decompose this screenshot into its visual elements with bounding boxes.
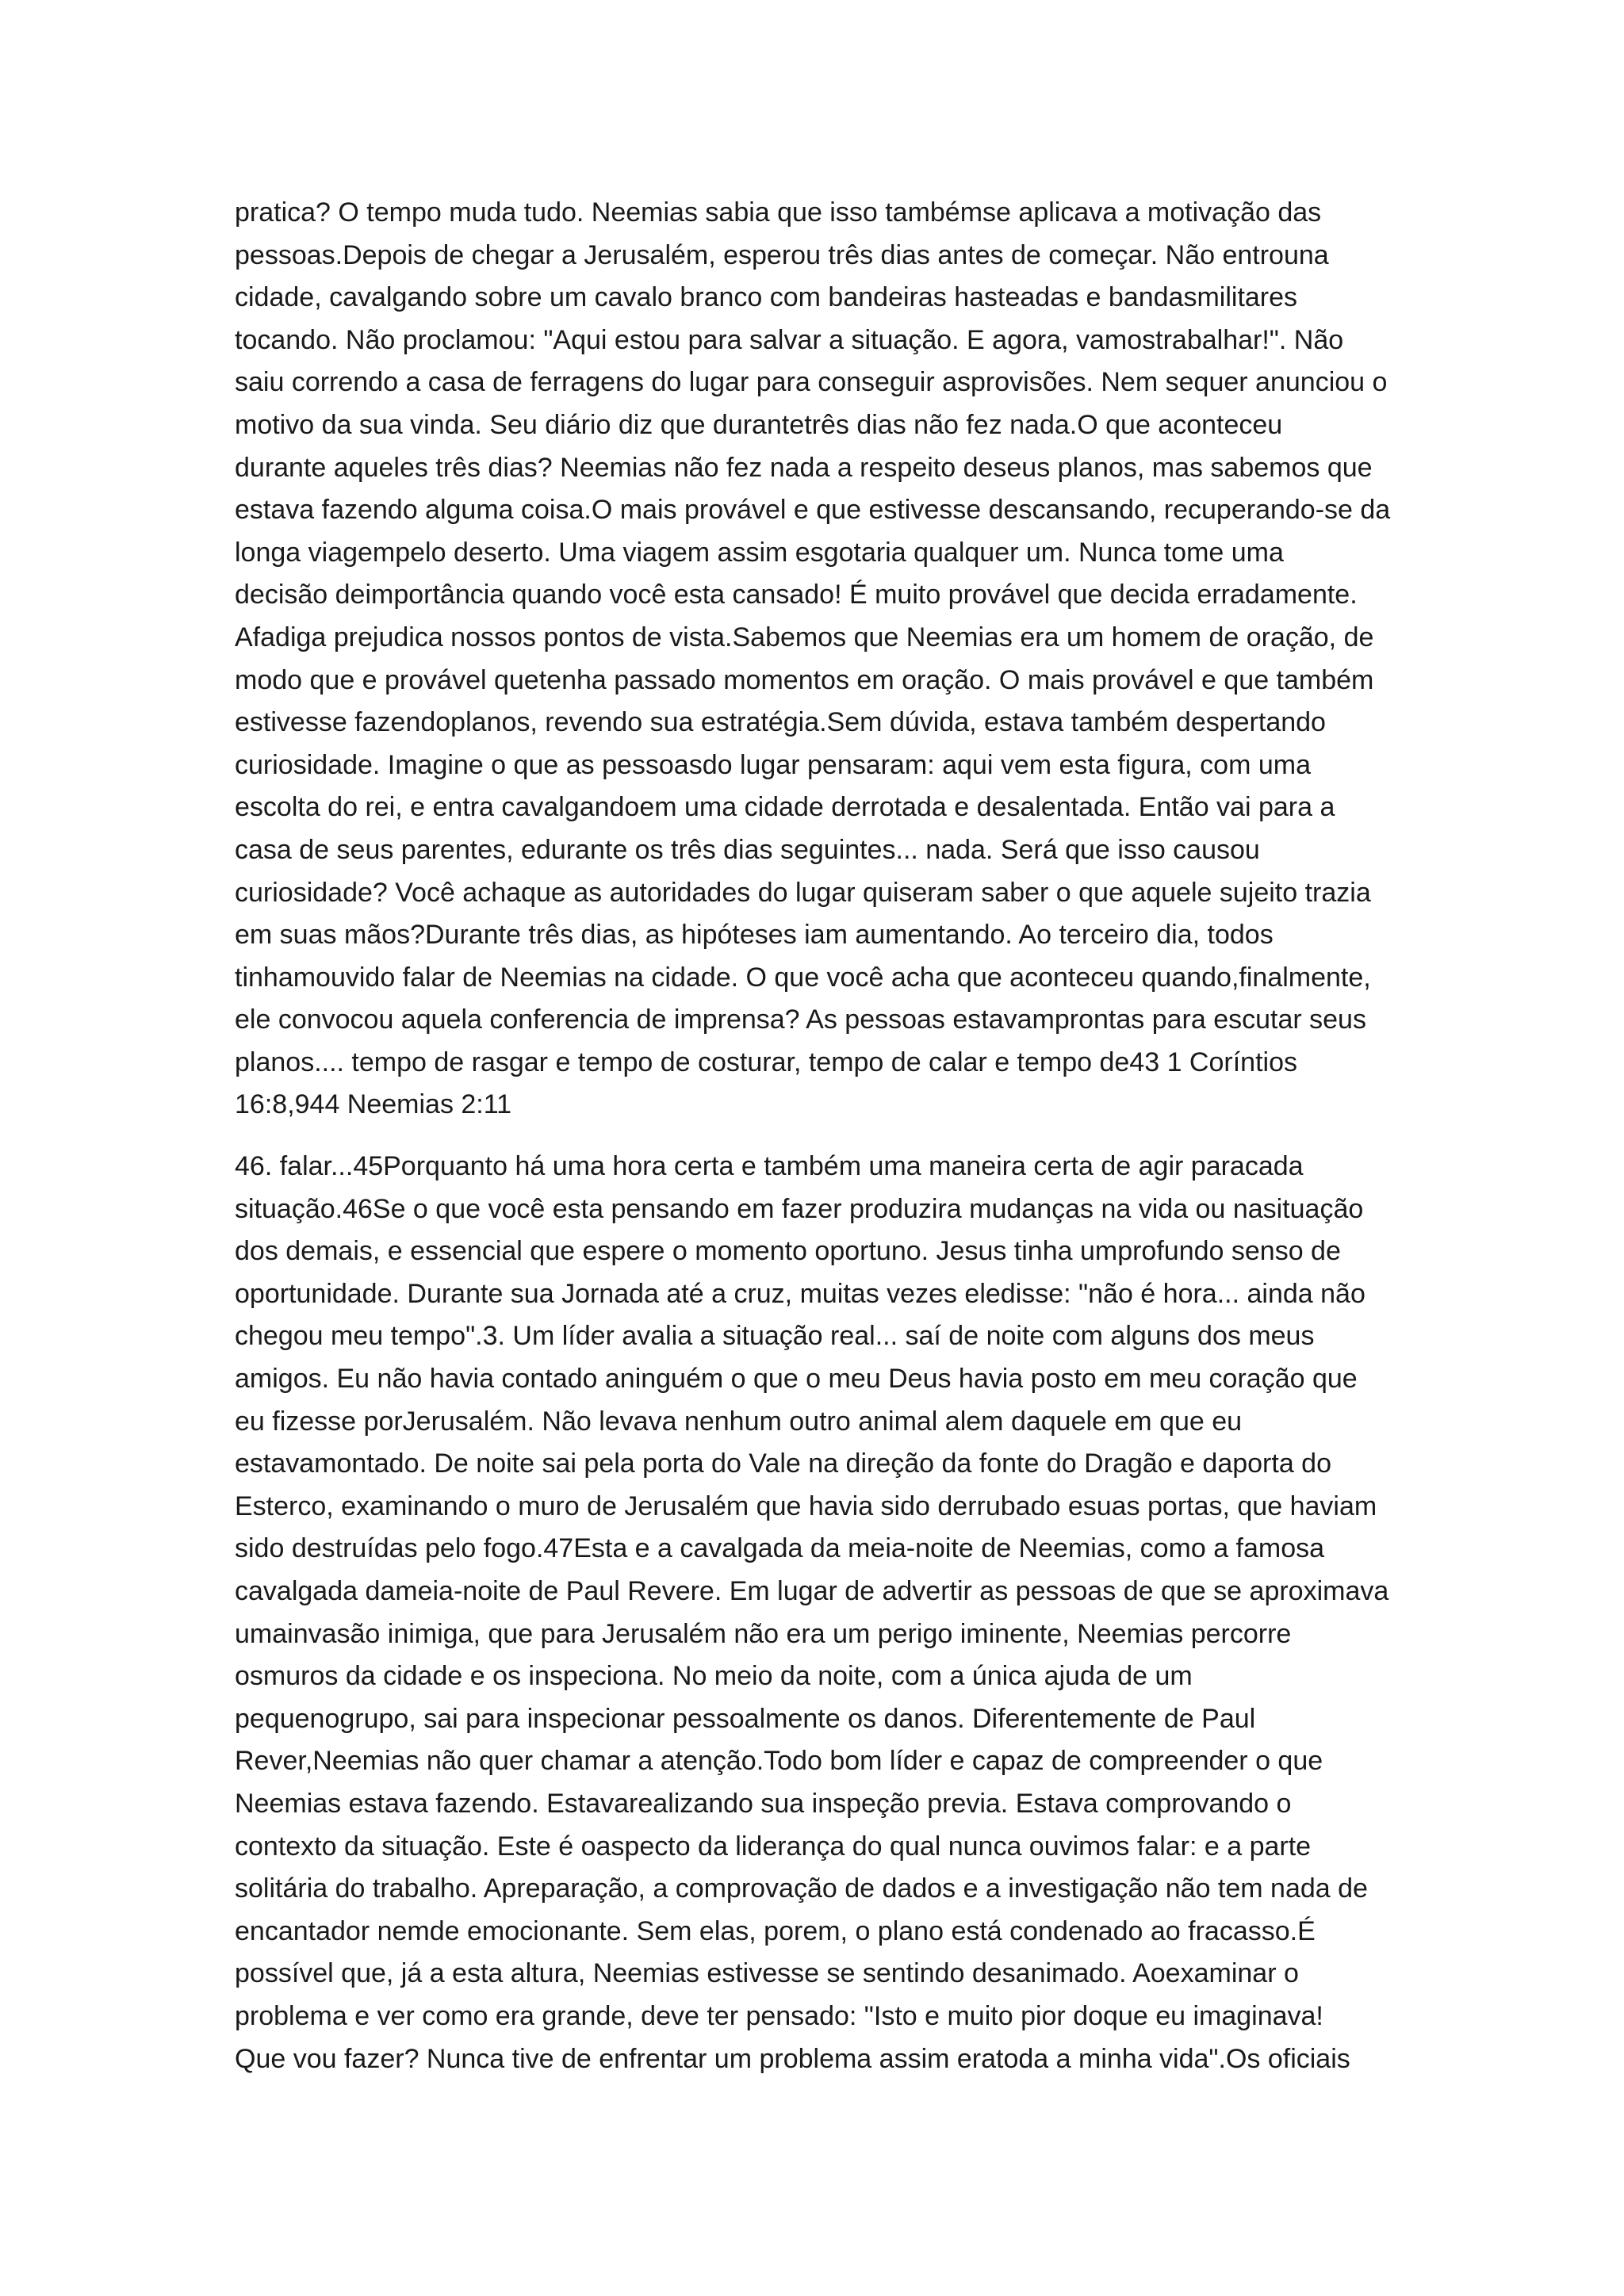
text-line: amigos. Eu não havia contado aninguém o que o meu Deus havia posto em meu coração que — [235, 1364, 1358, 1395]
text-line: possível que, já a esta altura, Neemias estivesse se sentindo desanimado. Aoexaminar o — [235, 1958, 1299, 1989]
text-line: longa viagempelo deserto. Uma viagem assim esgotaria qualquer um. Nunca tome uma — [235, 537, 1284, 568]
text-line: 16:8,944 Neemias 2:11 — [235, 1089, 512, 1120]
text-line: contexto da situação. Este é oaspecto da liderança do qual nunca ouvimos falar: e a parte — [235, 1831, 1312, 1862]
text-line: decisão deimportância quando você esta cansado! É muito provável que decida erradamente. — [235, 580, 1358, 610]
text-line: modo que e provável quetenha passado momentos em oração. O mais provável e que também — [235, 664, 1374, 695]
text-line: problema e ver como era grande, deve ter pensado: "Isto e muito pior doque eu imaginava! — [235, 2000, 1323, 2031]
text-line: sido destruídas pelo fogo.47Esta e a cavalgada da meia-noite de Neemias, como a famosa — [235, 1533, 1325, 1564]
text-line: planos.... tempo de rasgar e tempo de costurar, tempo de calar e tempo de43 1 Coríntios — [235, 1047, 1297, 1077]
text-line: em suas mãos?Durante três dias, as hipóteses iam aumentando. Ao terceiro dia, todos — [235, 920, 1274, 951]
text-line: situação.46Se o que você esta pensando em fazer produzira mudanças na vida ou nasituação — [235, 1193, 1364, 1224]
text-line: pessoas.Depois de chegar a Jerusalém, esperou três dias antes de começar. Não entrouna — [235, 239, 1329, 270]
text-line: solitária do trabalho. Apreparação, a comprovação de dados e a investigação não tem nada de — [235, 1873, 1368, 1904]
text-line: umainvasão inimiga, que para Jerusalém não era um perigo iminente, Neemias percorre — [235, 1618, 1292, 1649]
text-line: curiosidade? Você achaque as autoridades do lugar quiseram saber o que aquele sujeito trazia — [235, 877, 1371, 908]
text-line: cavalgada dameia-noite de Paul Revere. Em lugar de advertir as pessoas de que se aproximava — [235, 1576, 1389, 1606]
paragraph-2 — [235, 1146, 1408, 2080]
text-line: eu fizesse porJerusalém. Não levava nenhum outro animal alem daquele em que eu — [235, 1406, 1243, 1437]
text-line: Esterco, examinando o muro de Jerusalém que havia sido derrubado esuas portas, que haviam — [235, 1490, 1377, 1521]
text-line: Que vou fazer? Nunca tive de enfrentar um problema assim eratoda a minha vida".Os oficiais — [235, 2043, 1350, 2074]
text-line: casa de seus parentes, edurante os três dias seguintes... nada. Será que isso causou — [235, 834, 1260, 865]
text-line: Afadiga prejudica nossos pontos de vista.Sabemos que Neemias era um homem de oração, de — [235, 622, 1374, 652]
text-line: durante aqueles três dias? Neemias não fez nada a respeito deseus planos, mas sabemos que — [235, 452, 1373, 483]
text-line: escolta do rei, e entra cavalgandoem uma cidade derrotada e desalentada. Então vai para a — [235, 792, 1335, 823]
text-line: pequenogrupo, sai para inspecionar pessoalmente os danos. Diferentemente de Paul — [235, 1703, 1256, 1734]
text-line: estava fazendo alguma coisa.O mais provável e que estivesse descansando, recuperando-se da — [235, 495, 1391, 526]
text-line: estavamontado. De noite sai pela porta do Vale na direção da fonte do Dragão e daporta do — [235, 1448, 1331, 1479]
text-line: osmuros da cidade e os inspeciona. No meio da noite, com a única ajuda de um — [235, 1661, 1193, 1692]
text-line: chegou meu tempo".3. Um líder avalia a situação real... saí de noite com alguns dos meus — [235, 1321, 1315, 1352]
text-line: oportunidade. Durante sua Jornada até a cruz, muitas vezes eledisse: "não é hora... ainda não — [235, 1278, 1365, 1309]
text-line: saiu correndo a casa de ferragens do lugar para conseguir asprovisões. Nem sequer anunciou o — [235, 367, 1388, 398]
text-line: curiosidade. Imagine o que as pessoasdo lugar pensaram: aqui vem esta figura, com uma — [235, 749, 1311, 780]
text-line: motivo da sua vinda. Seu diário diz que durantetrês dias não fez nada.O que aconteceu — [235, 409, 1283, 440]
text-line: encantador nemde emocionante. Sem elas, porem, o plano está condenado ao fracasso.É — [235, 1915, 1316, 1946]
text-line: pratica? O tempo muda tudo. Neemias sabia que isso tambémse aplicava a motivação das — [235, 197, 1322, 228]
text-line: 46. falar...45Porquanto há uma hora certa e também uma maneira certa de agir paracada — [235, 1151, 1304, 1182]
text-line: tocando. Não proclamou: "Aqui estou para salvar a situação. E agora, vamostrabalhar!". Não — [235, 324, 1344, 355]
text-line: Neemias estava fazendo. Estavarealizando sua inspeção previa. Estava comprovando o — [235, 1788, 1292, 1819]
text-line: Rever,Neemias não quer chamar a atenção.Todo bom líder e capaz de compreender o que — [235, 1746, 1323, 1777]
text-line: cidade, cavalgando sobre um cavalo branco com bandeiras hasteadas e bandasmilitares — [235, 282, 1298, 313]
text-line: estivesse fazendoplanos, revendo sua estratégia.Sem dúvida, estava também despertando — [235, 707, 1326, 738]
text-line: tinhamouvido falar de Neemias na cidade. O que você acha que aconteceu quando,finalmente, — [235, 962, 1371, 993]
text-line: ele convocou aquela conferencia de imprensa? As pessoas estavamprontas para escutar seus — [235, 1004, 1366, 1035]
document-page — [235, 192, 1408, 2080]
text-line: dos demais, e essencial que espere o momento oportuno. Jesus tinha umprofundo senso de — [235, 1236, 1341, 1267]
paragraph-1 — [235, 192, 1408, 1127]
